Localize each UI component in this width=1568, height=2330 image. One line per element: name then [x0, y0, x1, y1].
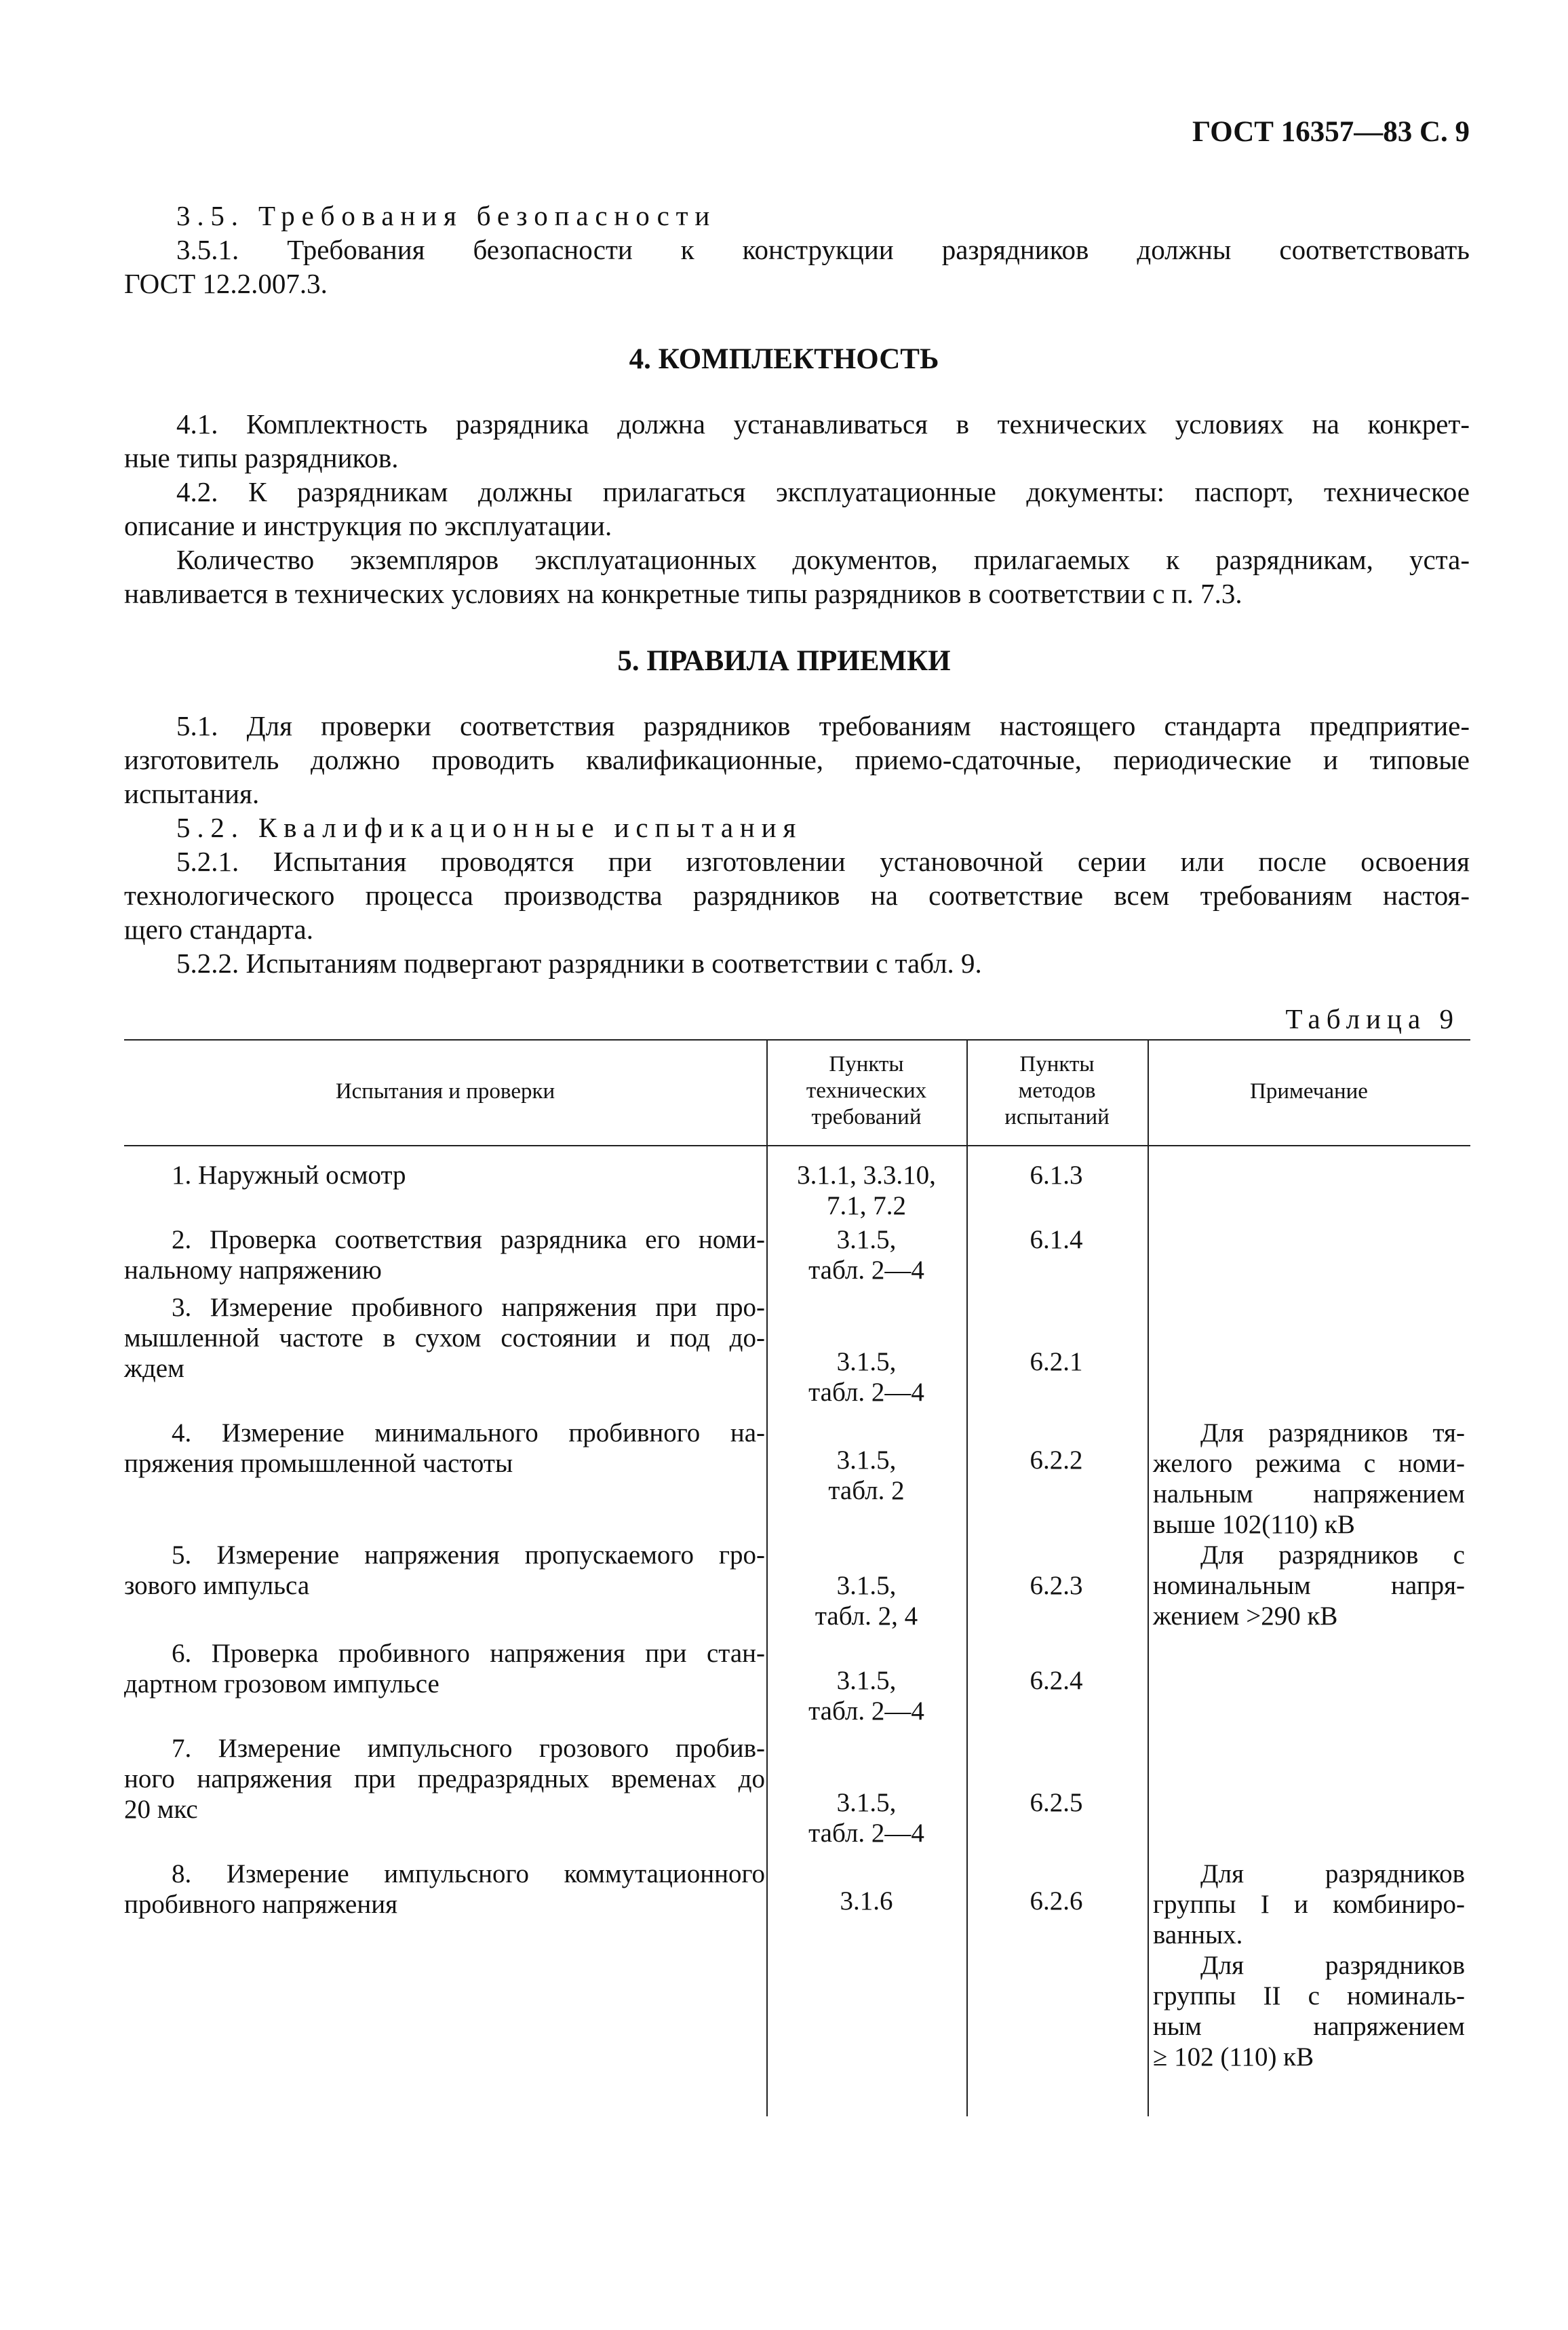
header-line: методов	[1018, 1079, 1096, 1103]
cell-line: нальному напряжению	[124, 1256, 382, 1285]
cell-line: выше 102(110) кВ	[1153, 1510, 1355, 1539]
cell-line: 3. Измерение пробивного напряжения при про-	[172, 1293, 765, 1322]
cell-line: ного напряжения при предразрядных временах до	[124, 1764, 765, 1793]
section-3-5-title: 3.5. Требования безопасности	[176, 200, 717, 231]
cell-line: жением >290 кВ	[1153, 1601, 1338, 1631]
cell-line: 4. Измерение минимального пробивного на-	[172, 1418, 765, 1448]
cell-line: 6. Проверка пробивного напряжения при стан-	[172, 1639, 765, 1668]
table-row-8-req	[770, 1886, 963, 1916]
cell-line: ≥ 102 (110) кВ	[1153, 2042, 1314, 2072]
table-row-6-req	[770, 1665, 963, 1726]
table-row-3-method: 6.2.1	[1030, 1347, 1083, 1376]
para-4-1-line2: ные типы разрядников.	[124, 442, 399, 473]
table-row-8-method: 6.2.6	[1030, 1886, 1083, 1916]
table-row-4-method: 6.2.2	[1030, 1445, 1083, 1475]
table-row-2-req	[770, 1224, 963, 1285]
cell-line: зового импульса	[124, 1571, 310, 1600]
table-row-5-test	[124, 1540, 765, 1601]
table-row-2-method: 6.1.4	[1030, 1225, 1083, 1254]
cell-line: 3.1.5,	[836, 1347, 897, 1376]
cell-line: пряжения промышленной частоты	[124, 1449, 513, 1478]
cell-line: 3.1.5,	[836, 1225, 897, 1254]
cell-line: мышленной частоте в сухом состоянии и под до-	[124, 1323, 765, 1353]
table-row-2-test	[124, 1224, 765, 1285]
table-row-1-method: 6.1.3	[1030, 1161, 1083, 1190]
cell-line: пробивного напряжения	[124, 1890, 398, 1919]
cell-line: табл. 2	[828, 1476, 905, 1505]
header-line: Пункты	[829, 1052, 904, 1076]
cell-line: 3.1.1, 3.3.10,	[797, 1161, 936, 1190]
cell-line: 2. Проверка соответствия разрядника его номи-	[172, 1225, 765, 1254]
para-3-5-1-line1: 3.5.1. Требования безопасности к конструкции разрядников должны соответствовать	[176, 234, 1470, 265]
table-row-1-req	[770, 1160, 963, 1221]
cell-line: 7. Измерение импульсного грозового пробив-	[172, 1734, 765, 1763]
para-5-2-1-line2: технологического процесса производства разрядников на соответствие всем требованиям настоя-	[124, 880, 1470, 911]
para-4-3-line2: навливается в технических условиях на конкретные типы разрядников в соответствии с п. 7.3.	[124, 578, 1242, 609]
para-4-2-line2: описание и инструкция по эксплуатации.	[124, 510, 612, 541]
cell-line: ждем	[124, 1354, 184, 1383]
table-header-note: Примечание	[1250, 1079, 1368, 1104]
cell-line: желого режима с номи-	[1153, 1449, 1465, 1478]
table-row-1-test	[124, 1160, 765, 1190]
cell-line: Для разрядников	[1200, 1951, 1465, 1980]
header-line: Пункты	[1019, 1052, 1095, 1076]
para-5-1-line2: изготовитель должно проводить квалификационные, приемо-сдаточные, периодические и типовые	[124, 744, 1470, 775]
table-row-3-req	[770, 1346, 963, 1407]
table-col-divider-2	[966, 1039, 968, 2116]
para-5-2-1-line1: 5.2.1. Испытания проводятся при изготовлении установочной серии или после освоения	[176, 846, 1470, 877]
cell-line: табл. 2—4	[808, 1256, 924, 1285]
table-row-4-test	[124, 1418, 765, 1479]
cell-line: 3.1.5,	[836, 1445, 897, 1475]
table-row-4-note	[1153, 1418, 1465, 1540]
cell-line: дартном грозовом импульсе	[124, 1669, 439, 1698]
cell-line: табл. 2—4	[808, 1696, 924, 1726]
table-header-rule	[124, 1145, 1470, 1146]
section-4-heading: 4. КОМПЛЕКТНОСТЬ	[629, 343, 939, 375]
cell-line: 3.1.5,	[836, 1666, 897, 1695]
header-line: испытаний	[1004, 1105, 1110, 1129]
cell-line: группы I и комбиниро-	[1153, 1890, 1465, 1919]
para-5-1-line3: испытания.	[124, 778, 260, 809]
cell-line: табл. 2—4	[808, 1378, 924, 1407]
table-row-5-note	[1153, 1540, 1465, 1631]
cell-line: 8. Измерение импульсного коммутационного	[172, 1859, 765, 1888]
table-row-7-test	[124, 1733, 765, 1825]
table-caption: Таблица 9	[1285, 1003, 1459, 1034]
table-col-divider-1	[766, 1039, 768, 2116]
cell-line: Для разрядников тя-	[1200, 1418, 1465, 1448]
table-row-3-test	[124, 1292, 765, 1384]
table-header-methods	[966, 1051, 1148, 1131]
cell-line: табл. 2—4	[808, 1819, 924, 1848]
table-row-7-method: 6.2.5	[1030, 1788, 1083, 1817]
cell-line: номинальным напря-	[1153, 1571, 1465, 1600]
table-header-tests: Испытания и проверки	[335, 1079, 555, 1104]
table-row-5-req	[770, 1570, 963, 1631]
para-5-2-2: 5.2.2. Испытаниям подвергают разрядники в соответствии с табл. 9.	[176, 948, 982, 979]
table-top-rule	[124, 1039, 1470, 1041]
cell-line: 3.1.6	[840, 1886, 893, 1916]
table-row-7-req	[770, 1787, 963, 1848]
cell-line: 7.1, 7.2	[827, 1191, 906, 1220]
para-4-3-line1: Количество экземпляров эксплуатационных документов, прилагаемых к разрядникам, уста-	[176, 544, 1470, 575]
cell-line: 3.1.5,	[836, 1571, 897, 1600]
cell-line: ванных.	[1153, 1920, 1243, 1949]
header-line: требований	[811, 1105, 922, 1129]
cell-line: Для разрядников с	[1200, 1540, 1465, 1570]
para-3-5-1-line2: ГОСТ 12.2.007.3.	[124, 268, 328, 299]
table-row-8-test	[124, 1859, 765, 1920]
table-row-6-method: 6.2.4	[1030, 1666, 1083, 1695]
table-header-requirements	[766, 1051, 966, 1131]
para-4-2-line1: 4.2. К разрядникам должны прилагаться эксплуатационные документы: паспорт, техническое	[176, 476, 1470, 507]
page-header: ГОСТ 16357—83 С. 9	[1192, 116, 1470, 148]
table-row-8-note	[1153, 1859, 1465, 2072]
section-5-2-title: 5.2. Квалификационные испытания	[176, 812, 803, 843]
table-row-5-method: 6.2.3	[1030, 1571, 1083, 1600]
cell-line: 5. Измерение напряжения пропускаемого гро-	[172, 1540, 765, 1570]
section-5-heading: 5. ПРАВИЛА ПРИЕМКИ	[617, 645, 951, 677]
cell-line: нальным напряжением	[1153, 1479, 1465, 1509]
table-row-4-req	[770, 1445, 963, 1506]
cell-line: Для разрядников	[1200, 1859, 1465, 1888]
cell-line: 20 мкс	[124, 1795, 198, 1824]
cell-line: табл. 2, 4	[815, 1601, 918, 1631]
table-col-divider-3	[1148, 1039, 1149, 2116]
para-5-1-line1: 5.1. Для проверки соответствия разрядников требованиям настоящего стандарта предприятие-	[176, 710, 1470, 741]
cell-line: ным напряжением	[1153, 2012, 1465, 2041]
cell-line: 3.1.5,	[836, 1788, 897, 1817]
para-5-2-1-line3: щего стандарта.	[124, 914, 313, 945]
cell-line: 1. Наружный осмотр	[172, 1161, 406, 1190]
para-4-1-line1: 4.1. Комплектность разрядника должна устанавливаться в технических условиях на конкрет-	[176, 408, 1470, 440]
header-line: технических	[806, 1079, 927, 1103]
table-row-6-test	[124, 1638, 765, 1699]
cell-line: группы II с номиналь-	[1153, 1981, 1465, 2011]
